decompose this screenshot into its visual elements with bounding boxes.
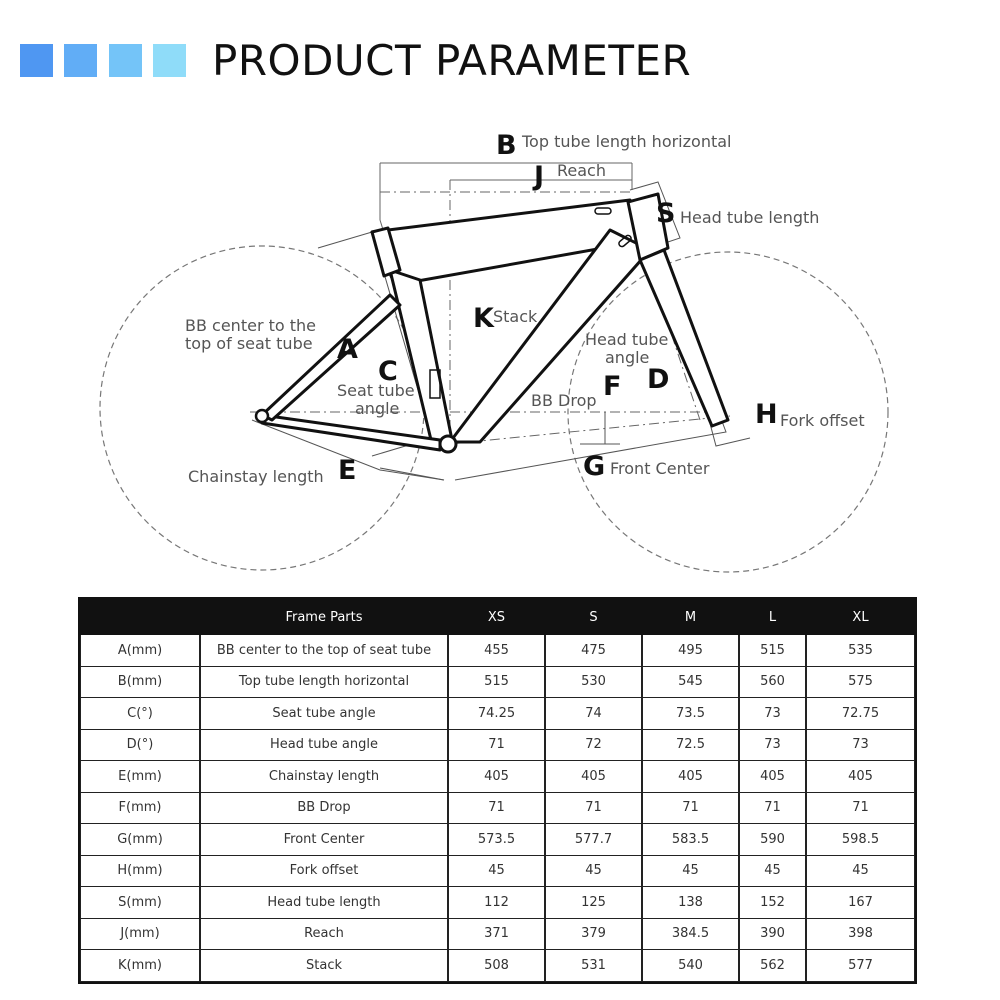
label-fork-offset: Fork offset [780,411,865,430]
size-value-cell: 73 [806,730,915,762]
geometry-table [78,597,913,984]
size-value-cell: 71 [806,793,915,825]
table-row [80,856,915,888]
label-top-tube-length: Top tube length horizontal [522,132,732,151]
size-value-cell: 495 [642,635,739,667]
page-title: PRODUCT PARAMETER [212,36,692,85]
size-value-cell: 74 [545,698,642,730]
decor-square-1 [20,44,53,77]
size-value-cell: 398 [806,919,915,951]
row-code-cell: S(mm) [80,887,200,919]
page-header [0,0,1000,110]
row-code-cell: C(°) [80,698,200,730]
row-code-cell: A(mm) [80,635,200,667]
label-stack: Stack [493,307,538,326]
size-value-cell: 379 [545,919,642,951]
table-row [80,887,915,919]
size-value-cell: 515 [739,635,806,667]
frame-part-cell: BB Drop [200,793,448,825]
frame-part-cell: Chainstay length [200,761,448,793]
letter-b: B [496,130,517,161]
label-bb-to-seat-top-line2: top of seat tube [185,334,313,353]
size-value-cell: 590 [739,824,806,856]
letter-a: A [337,334,358,365]
decor-square-4 [153,44,186,77]
table-header-cell: XS [448,599,545,635]
row-code-cell: E(mm) [80,761,200,793]
parameter-table [78,597,917,984]
size-value-cell: 72.75 [806,698,915,730]
size-value-cell: 405 [739,761,806,793]
size-value-cell: 598.5 [806,824,915,856]
letter-s: S [656,198,676,229]
size-value-cell: 405 [448,761,545,793]
size-value-cell: 384.5 [642,919,739,951]
bottom-bracket [440,436,456,452]
size-value-cell: 45 [642,856,739,888]
decor-square-3 [109,44,142,77]
frame-part-cell: Fork offset [200,856,448,888]
letter-h: H [755,399,778,430]
row-code-cell: D(°) [80,730,200,762]
label-seat-tube-angle-line1: Seat tube [337,381,415,400]
size-value-cell: 112 [448,887,545,919]
table-header-cell [80,599,200,635]
frame-part-cell: BB center to the top of seat tube [200,635,448,667]
frame-part-cell: Reach [200,919,448,951]
size-value-cell: 530 [545,667,642,699]
table-header-cell: Frame Parts [200,599,448,635]
frame-geometry-diagram [0,120,1000,590]
label-bb-to-seat-top-line1: BB center to the [185,316,317,335]
table-row [80,698,915,730]
size-value-cell: 71 [642,793,739,825]
size-value-cell: 167 [806,887,915,919]
size-value-cell: 405 [806,761,915,793]
size-value-cell: 562 [739,950,806,982]
size-value-cell: 152 [739,887,806,919]
row-code-cell: K(mm) [80,950,200,982]
size-value-cell: 455 [448,635,545,667]
decor-square-2 [64,44,97,77]
frame-part-cell: Seat tube angle [200,698,448,730]
label-front-center: Front Center [610,459,710,478]
size-value-cell: 573.5 [448,824,545,856]
size-value-cell: 577.7 [545,824,642,856]
frame-part-cell: Front Center [200,824,448,856]
row-code-cell: G(mm) [80,824,200,856]
letter-f: F [603,371,622,402]
size-value-cell: 371 [448,919,545,951]
size-value-cell: 405 [545,761,642,793]
size-value-cell: 545 [642,667,739,699]
frame-part-cell: Head tube length [200,887,448,919]
table-header-cell: S [545,599,642,635]
size-value-cell: 475 [545,635,642,667]
frame-part-cell: Stack [200,950,448,982]
label-head-tube-angle-line2: angle [605,348,650,367]
label-chainstay-length: Chainstay length [188,467,324,486]
letter-e: E [338,455,357,486]
size-value-cell: 73 [739,698,806,730]
size-value-cell: 560 [739,667,806,699]
size-value-cell: 540 [642,950,739,982]
size-value-cell: 508 [448,950,545,982]
row-code-cell: B(mm) [80,667,200,699]
size-value-cell: 531 [545,950,642,982]
size-value-cell: 71 [739,793,806,825]
table-row [80,919,915,951]
label-head-tube-angle-line1: Head tube [585,330,669,349]
frame-part-cell: Head tube angle [200,730,448,762]
size-value-cell: 71 [448,793,545,825]
size-value-cell: 45 [806,856,915,888]
table-header-cell: L [739,599,806,635]
size-value-cell: 125 [545,887,642,919]
letter-g: G [583,451,606,482]
letter-d: D [647,364,670,395]
size-value-cell: 72 [545,730,642,762]
bike-frame-drawing [0,120,1000,590]
size-value-cell: 72.5 [642,730,739,762]
label-seat-tube-angle-line2: angle [355,399,400,418]
table-header-cell: XL [806,599,915,635]
table-row [80,950,915,982]
table-body [80,635,915,982]
table-row [80,824,915,856]
label-reach: Reach [557,161,606,180]
size-value-cell: 583.5 [642,824,739,856]
size-value-cell: 390 [739,919,806,951]
row-code-cell: J(mm) [80,919,200,951]
size-value-cell: 73.5 [642,698,739,730]
letter-k: K [473,303,494,334]
table-row [80,635,915,667]
table-row [80,793,915,825]
table-header-cell: M [642,599,739,635]
size-value-cell: 405 [642,761,739,793]
size-value-cell: 74.25 [448,698,545,730]
frame-part-cell: Top tube length horizontal [200,667,448,699]
size-value-cell: 138 [642,887,739,919]
size-value-cell: 45 [739,856,806,888]
rear-dropout [256,410,268,422]
letter-j: J [534,161,545,192]
size-value-cell: 73 [739,730,806,762]
size-value-cell: 71 [545,793,642,825]
table-row [80,667,915,699]
size-value-cell: 535 [806,635,915,667]
size-value-cell: 45 [545,856,642,888]
size-value-cell: 71 [448,730,545,762]
table-row [80,730,915,762]
size-value-cell: 515 [448,667,545,699]
label-head-tube-length: Head tube length [680,208,820,227]
size-value-cell: 577 [806,950,915,982]
letter-c: C [378,356,398,387]
row-code-cell: H(mm) [80,856,200,888]
table-header-row [80,599,915,635]
size-value-cell: 575 [806,667,915,699]
table-row [80,761,915,793]
label-bb-drop: BB Drop [531,391,597,410]
row-code-cell: F(mm) [80,793,200,825]
size-value-cell: 45 [448,856,545,888]
